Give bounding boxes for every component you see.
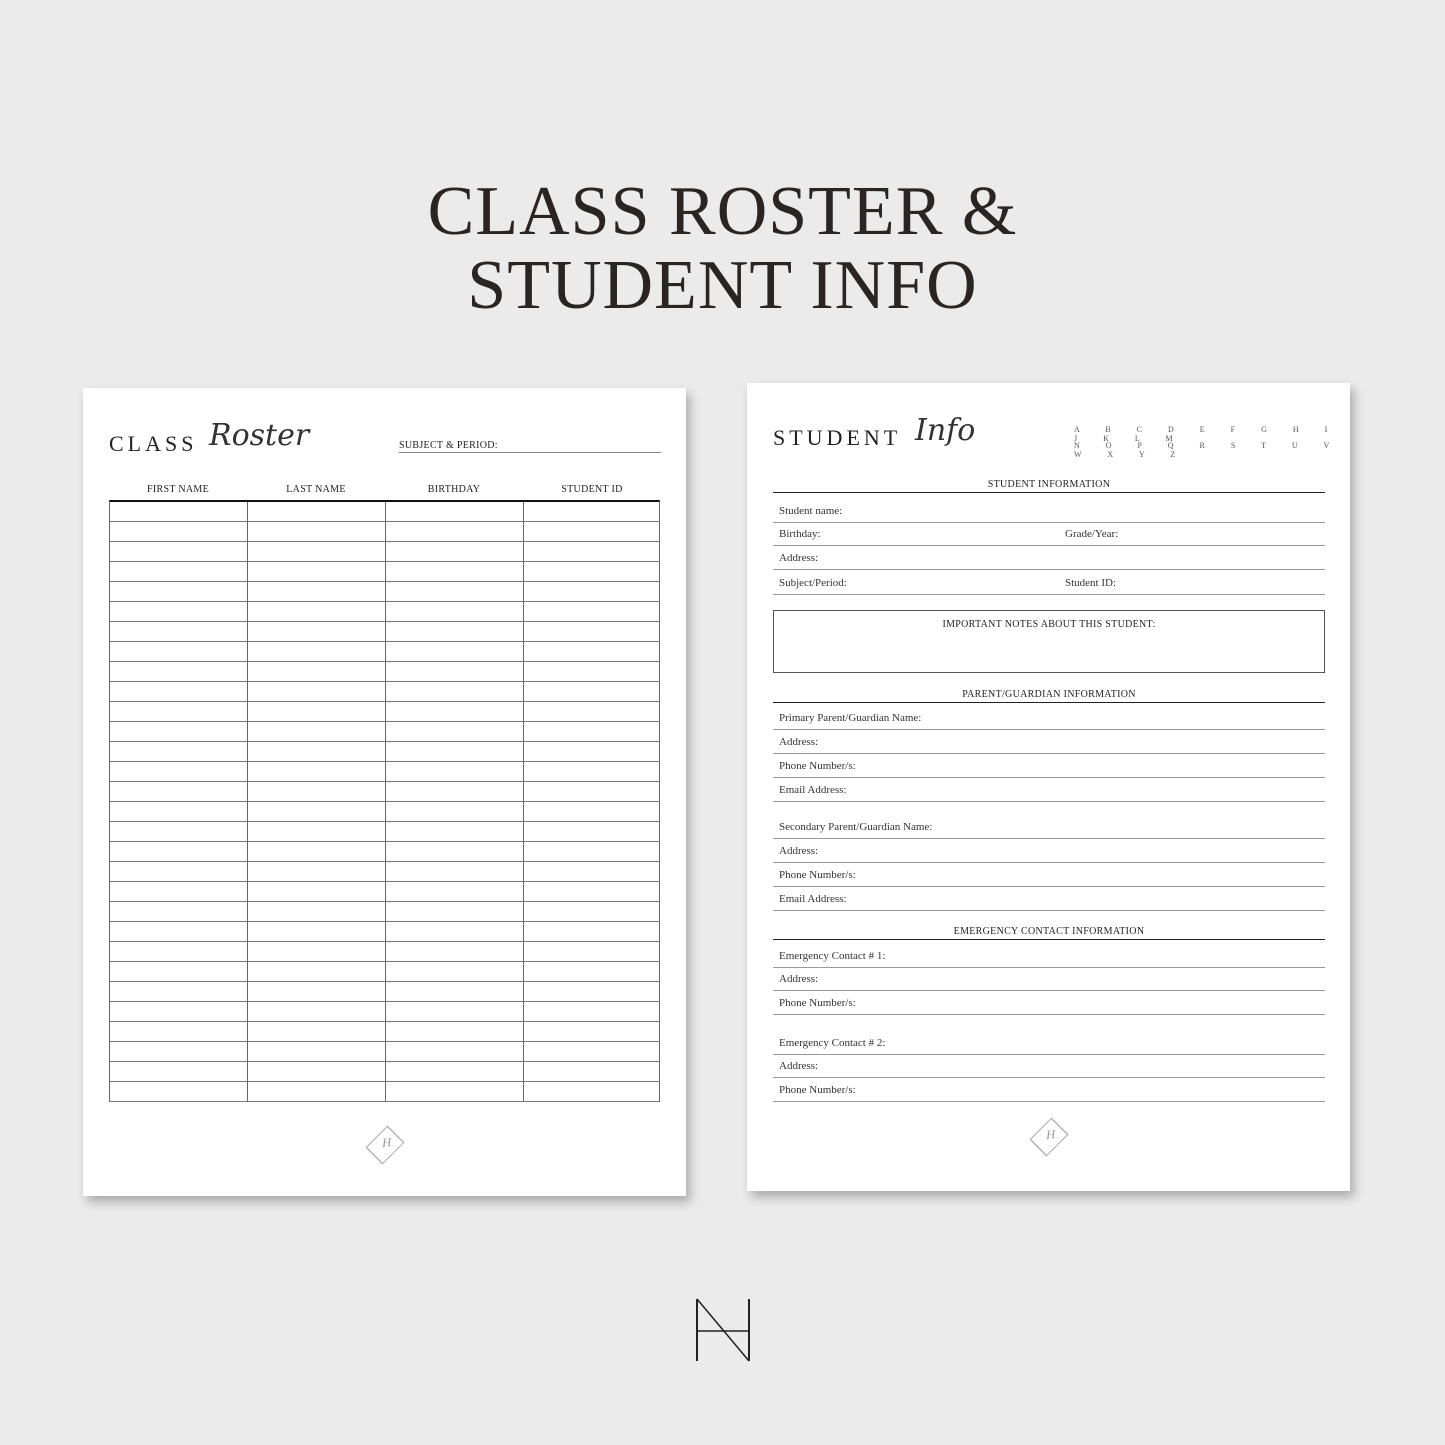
primary-parent-field[interactable] <box>773 708 1325 730</box>
page-logo-letter: H <box>1045 1127 1057 1143</box>
page-logo-letter: H <box>381 1135 393 1151</box>
headline <box>0 175 1445 323</box>
field-label: Student ID: <box>1065 577 1117 589</box>
alphabet-tabs-row-2[interactable]: N O P Q R S T U V W X Y Z <box>1074 441 1342 459</box>
column-divider <box>247 502 248 1101</box>
phone-field[interactable] <box>773 1080 1325 1102</box>
parent-section-header: PARENT/GUARDIAN INFORMATION <box>773 689 1325 703</box>
field-label: Subject/Period: <box>779 577 847 589</box>
brand-logo-icon <box>694 1297 752 1363</box>
roster-title-script: Roster <box>209 418 310 453</box>
field-label: Emergency Contact # 1: <box>779 950 886 962</box>
field-label: Address: <box>779 552 819 564</box>
secondary-parent-field[interactable] <box>773 817 1325 839</box>
birthday-field[interactable] <box>773 524 1325 546</box>
student-section-header: STUDENT INFORMATION <box>773 479 1325 493</box>
address-field[interactable] <box>773 969 1325 991</box>
emergency-section-header: EMERGENCY CONTACT INFORMATION <box>773 926 1325 940</box>
page-logo-icon <box>365 1125 404 1164</box>
roster-title-caps: CLASS <box>109 431 198 456</box>
student-info-page <box>747 383 1350 1191</box>
info-title-script: Info <box>915 413 976 448</box>
address-field[interactable] <box>773 548 1325 570</box>
headline-line-1: CLASS ROSTER & <box>427 173 1018 250</box>
class-roster-page <box>83 388 686 1196</box>
field-label: Phone Number/s: <box>779 997 856 1009</box>
column-divider <box>523 502 524 1101</box>
field-label: Student name: <box>779 505 843 517</box>
field-label: Phone Number/s: <box>779 760 856 772</box>
address-field[interactable] <box>773 841 1325 863</box>
student-name-field[interactable] <box>773 501 1325 523</box>
emergency-contact-2-field[interactable] <box>773 1033 1325 1055</box>
email-field[interactable] <box>773 889 1325 911</box>
field-label: Address: <box>779 845 819 857</box>
column-header-first-name: FIRST NAME <box>147 484 209 495</box>
page-logo-icon <box>1029 1117 1068 1156</box>
headline-line-2: STUDENT INFO <box>467 247 978 324</box>
field-label: Emergency Contact # 2: <box>779 1037 886 1049</box>
field-label: Email Address: <box>779 893 847 905</box>
field-label: Email Address: <box>779 784 847 796</box>
column-header-last-name: LAST NAME <box>286 484 346 495</box>
subject-period-field[interactable] <box>773 573 1325 595</box>
column-header-birthday: BIRTHDAY <box>427 484 481 495</box>
address-field[interactable] <box>773 1056 1325 1078</box>
field-label: Phone Number/s: <box>779 1084 856 1096</box>
field-label: Address: <box>779 736 819 748</box>
email-field[interactable] <box>773 780 1325 802</box>
notes-label: IMPORTANT NOTES ABOUT THIS STUDENT: <box>942 619 1156 630</box>
field-label: Address: <box>779 973 819 985</box>
phone-field[interactable] <box>773 993 1325 1015</box>
column-divider <box>385 502 386 1101</box>
subject-period-field[interactable]: SUBJECT & PERIOD: <box>399 440 661 453</box>
address-field[interactable] <box>773 732 1325 754</box>
field-label: Address: <box>779 1060 819 1072</box>
emergency-contact-1-field[interactable] <box>773 946 1325 968</box>
field-label: Grade/Year: <box>1065 528 1119 540</box>
info-title-caps: STUDENT <box>773 425 902 450</box>
field-label: Secondary Parent/Guardian Name: <box>779 821 933 833</box>
field-label: Birthday: <box>779 528 821 540</box>
notes-box[interactable] <box>773 610 1325 673</box>
field-label: Primary Parent/Guardian Name: <box>779 712 922 724</box>
phone-field[interactable] <box>773 756 1325 778</box>
roster-table[interactable] <box>109 500 660 1102</box>
field-label: Phone Number/s: <box>779 869 856 881</box>
column-header-student-id: STUDENT ID <box>561 484 623 495</box>
alphabet-tabs-row-1[interactable]: A B C D E F G H I J K L M <box>1074 425 1340 443</box>
phone-field[interactable] <box>773 865 1325 887</box>
